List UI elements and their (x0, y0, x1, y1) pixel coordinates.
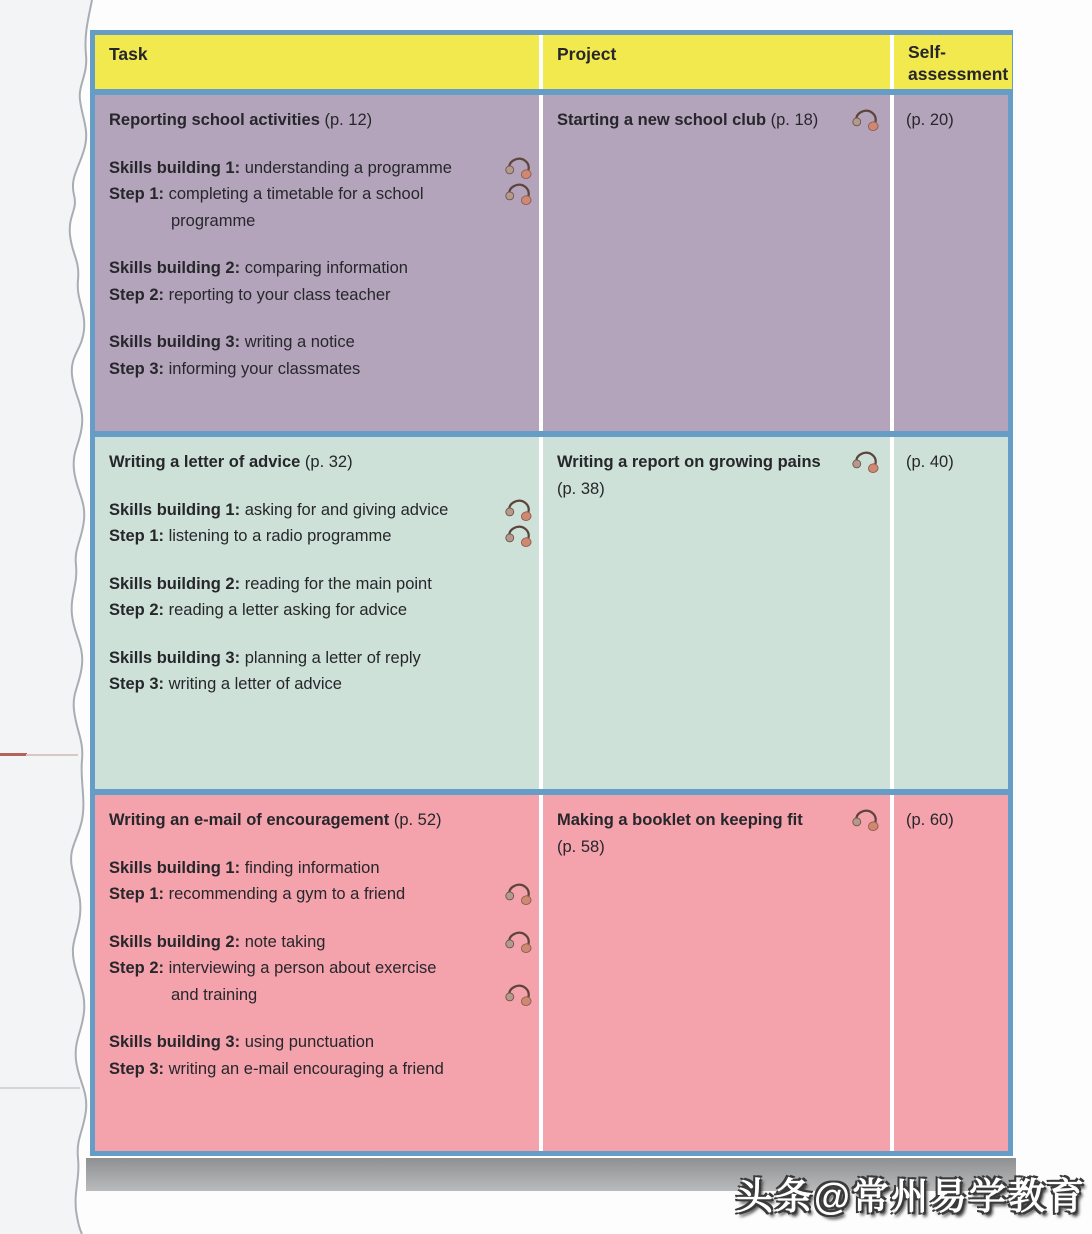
headphones-icon (503, 882, 533, 908)
content-line: Skills building 2: note taking (109, 929, 539, 956)
self-assessment-cell (894, 795, 1008, 1151)
task-cell (95, 795, 539, 1151)
headphones-icon (503, 524, 533, 550)
content-line: Step 1: listening to a radio programme (109, 523, 539, 550)
content-line: Skills building 2: comparing information (109, 259, 408, 277)
content-line: Step 2: reading a letter asking for advice (109, 601, 408, 619)
self-assessment-page-ref: (p. 40) (906, 453, 954, 471)
content-line: Skills building 2: reading for the main point (109, 574, 432, 593)
content-line: Step 2: interviewing a person about exercise (109, 959, 437, 977)
content-line: (p. 58) (557, 837, 605, 856)
content-line: Step 1: completing a timetable for a school (109, 181, 539, 208)
headphones-icon (503, 182, 533, 208)
task-cell (95, 95, 539, 431)
content-line: Skills building 1: understanding a programme (109, 155, 539, 182)
content-line: Making a booklet on keeping fit (557, 807, 890, 834)
headphones-icon (850, 808, 880, 834)
content-line: Step 1: recommending a gym to a friend (109, 881, 539, 908)
headphones-icon (503, 983, 533, 1009)
torn-paper-edge (0, 0, 110, 1234)
headphones-icon (503, 930, 533, 956)
notebook-red-margin-line-faint (26, 754, 78, 756)
line-spacer (109, 908, 539, 929)
content-line: Starting a new school club (p. 18) (557, 107, 890, 134)
project-cell (543, 795, 890, 1151)
self-assessment-page-ref: (p. 60) (906, 811, 954, 829)
contents-table (90, 30, 1013, 1156)
header-cell-project: Project (543, 35, 890, 89)
content-line: Step 2: reporting to your class teacher (109, 285, 391, 304)
content-line: Writing a letter of advice (p. 32) (109, 453, 353, 471)
faint-rule-line (0, 1087, 80, 1089)
unit-section-row (95, 95, 1008, 431)
line-spacer (109, 308, 539, 329)
headphones-icon (850, 108, 880, 134)
line-spacer (109, 550, 539, 571)
unit-section-row (95, 437, 1008, 789)
content-line: Step 3: writing an e-mail encouraging a friend (109, 1059, 444, 1078)
content-line: Writing a report on growing pains (557, 449, 890, 476)
self-assessment-page-ref: (p. 20) (906, 111, 954, 129)
header-cell-task: Task (95, 35, 539, 89)
content-line: Skills building 1: finding information (109, 858, 380, 877)
line-spacer (109, 234, 539, 255)
watermark: 头条@常州易学教育 (735, 1176, 1086, 1217)
content-line: programme (171, 211, 256, 230)
task-cell (95, 437, 539, 789)
content-line: Reporting school activities (p. 12) (109, 111, 373, 129)
line-spacer (109, 1008, 539, 1029)
unit-section-row (95, 795, 1008, 1151)
content-line: Skills building 3: writing a notice (109, 333, 355, 351)
content-line: Writing an e-mail of encouragement (p. 52) (109, 811, 442, 829)
content-line: Skills building 3: planning a letter of reply (109, 648, 421, 667)
header-row (95, 35, 1008, 89)
headphones-icon (850, 450, 880, 476)
line-spacer (109, 134, 539, 155)
content-line: Step 3: writing a letter of advice (109, 675, 342, 693)
line-spacer (109, 834, 539, 855)
content-line: (p. 38) (557, 479, 605, 498)
headphones-icon (503, 498, 533, 524)
headphones-icon (503, 156, 533, 182)
header-cell-self-assessment: Self-assessment (894, 35, 1012, 89)
self-assessment-cell (894, 437, 1008, 789)
project-cell (543, 95, 890, 431)
content-line: Step 3: informing your classmates (109, 359, 361, 378)
content-line: and training (109, 982, 539, 1009)
content-line: Skills building 3: using punctuation (109, 1033, 375, 1051)
content-line: Skills building 1: asking for and giving advice (109, 497, 539, 524)
self-assessment-cell (894, 95, 1008, 431)
line-spacer (109, 476, 539, 497)
notebook-red-margin-line (0, 753, 27, 756)
line-spacer (109, 624, 539, 645)
project-cell (543, 437, 890, 789)
